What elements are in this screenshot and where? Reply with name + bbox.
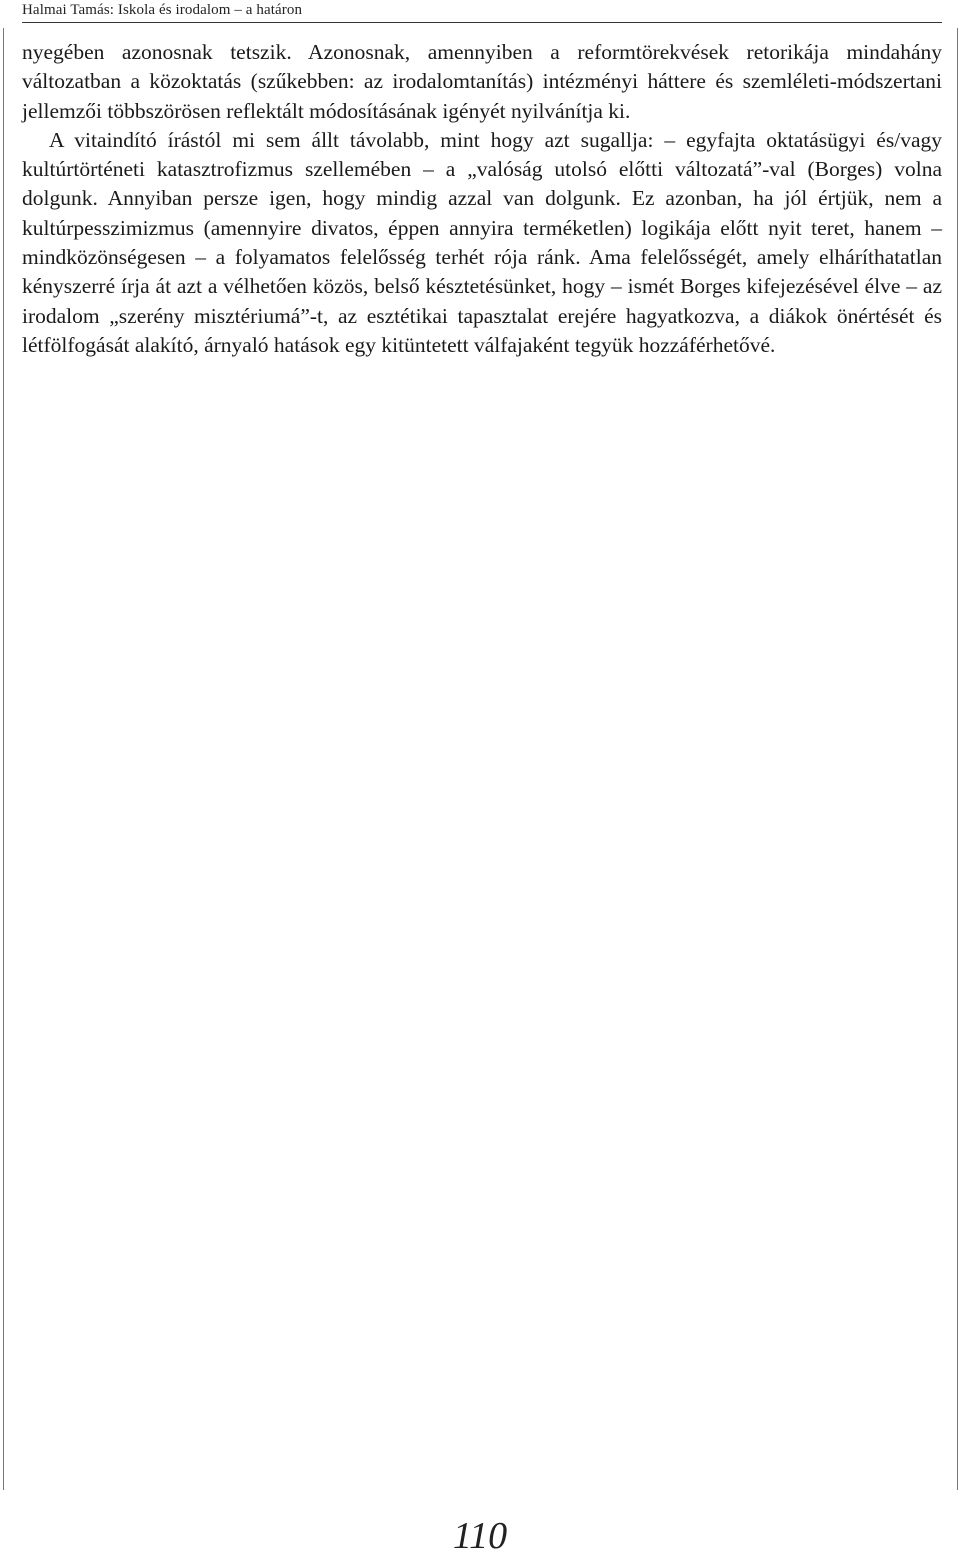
running-head-title: Halmai Tamás: Iskola és irodalom – a határon (22, 2, 303, 18)
page-frame-left-edge (3, 28, 4, 1490)
page-number: 110 (452, 1515, 508, 1557)
header-rule (22, 22, 942, 23)
paragraph: A vitaindító írástól mi sem állt távolabb, mint hogy azt sugallja: – egyfajta oktatásügyi és/vagy kultúrtörténeti katasztrofizmus szellemében – a „valóság utolsó előtti változatá”-val (Borges) volna dolgunk. Annyiban persze igen, hogy mindig azzal van dolgunk. Ez azonban, ha jól értjük, nem a kultúrpesszimizmus (amennyire divatos, éppen annyira terméketlen) logikája előtt nyit teret, hanem – mindközönségesen – a folyamatos felelősség terhét rója ránk. Ama felelősségét, amely elháríthatatlan kényszerré írja át azt a vélhetően közös, belső késztetésünket, hogy – ismét Borges kifejezésével élve – az irodalom „szerény misztériumá”-t, az esztétikai tapasztalat erejére hagyatkozva, a diákok önértését és létfölfogását alakító, árnyaló hatások egy kitüntetett válfajaként tegyük hozzáférhetővé. (22, 127, 942, 357)
paragraph-continued: nyegében azonosnak tetszik. Azonosnak, amennyiben a reformtörekvések retorikája mindahány változatban a közoktatás (szűkebben: az irodalomtanítás) intézményi háttere és szemléleti-módszertani jellemzői többszörösen reflektált módosításának igényét nyilvánítja ki. (22, 40, 942, 123)
body-text (22, 38, 942, 360)
page-frame-right-edge (957, 28, 958, 1490)
